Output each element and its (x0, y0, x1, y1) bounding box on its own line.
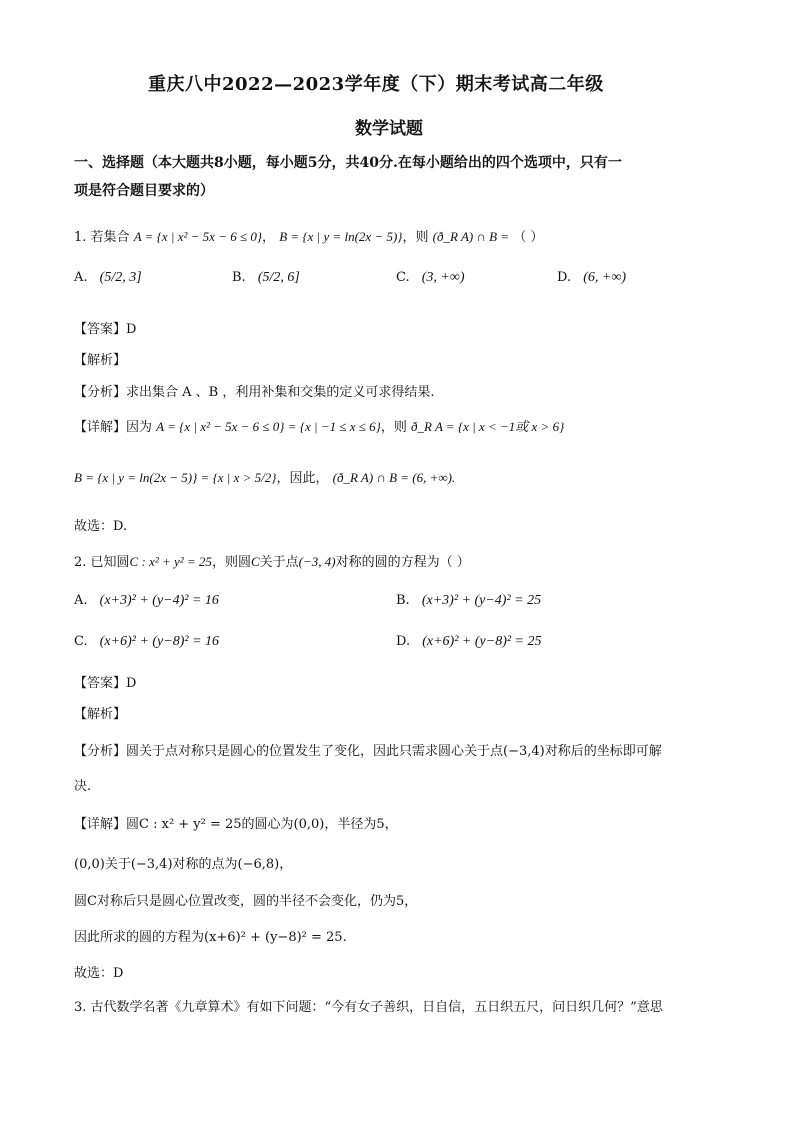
detail-tag: 【详解】 (74, 420, 127, 435)
option-value: (x+6)² + (y−8)² = 16 (99, 634, 220, 649)
detail-text: 圆C : x² + y² = 25的圆心为(0,0)，半径为5， (126, 817, 398, 832)
fenxi-tag: 【分析】 (74, 385, 127, 400)
q3-stem: 3. 古代数学名著《九章算术》有如下问题：“今有女子善织，日自信，五日织五尺，问日织几何？”意思 (74, 1000, 663, 1015)
fenxi-text: 求出集合 A 、B ，利用补集和交集的定义可求得结果. (126, 385, 435, 400)
answer-value: D (126, 676, 137, 691)
q2-stem-d: 关于点 (259, 555, 299, 570)
option-value: (3, +∞) (421, 270, 465, 285)
option-label: C. (74, 634, 88, 649)
option-value: (x+3)² + (y−4)² = 16 (99, 593, 219, 608)
q2-fenxi-line1 (74, 740, 662, 759)
option-value: (5/2, 6] (257, 270, 300, 285)
q1-detail-line2 (74, 467, 455, 486)
q2-circle-eq: C : x² + y² = 25 (129, 554, 212, 569)
q2-detail-line1 (74, 813, 398, 832)
section-heading-line2: 项是符合题目要求的） (74, 183, 214, 199)
detail-text: ，则 (380, 420, 407, 435)
q2-detail-line3: 圆C对称后只是圆心位置改变，圆的半径不会变化，仍为5， (74, 894, 418, 909)
page-subtitle: 数学试题 (355, 119, 423, 139)
q1-answer (74, 318, 136, 337)
q1-option-c (396, 270, 465, 286)
q2-option-b (396, 593, 541, 609)
page-title: 重庆八中2022—2023学年度（下）期末考试高二年级 (148, 74, 604, 95)
q1-set-a: A = {x | x² − 5x − 6 ≤ 0} (133, 229, 263, 244)
q1-conclusion: 故选：D. (74, 519, 128, 534)
q1-blank: （ ） (513, 230, 544, 245)
q2-detail-line4: 因此所求的圆的方程为(x+6)² + (y−8)² = 25. (74, 930, 347, 945)
q1-detail-line1 (74, 416, 564, 435)
q2-option-c (74, 634, 219, 650)
q1-stem (74, 226, 543, 245)
option-value: (6, +∞) (583, 270, 626, 285)
q2-detail-line2: (0,0)关于(−3,4)对称的点为(−6,8)， (74, 857, 293, 872)
q1-stem-prefix: 1. 若集合 (74, 230, 130, 245)
option-label: B. (396, 593, 410, 608)
answer-tag: 【答案】 (74, 676, 127, 691)
q1-option-b (232, 270, 300, 286)
q2-stem (74, 551, 470, 570)
detail-math: A = {x | x² − 5x − 6 ≤ 0} = {x | −1 ≤ x ≤ 6} (156, 419, 381, 434)
detail-math: B = {x | y = ln(2x − 5)} = {x | x > 5/2} (74, 470, 277, 485)
q2-answer (74, 672, 136, 691)
detail-math: (ð_R A) ∩ B = (6, +∞). (332, 470, 456, 485)
q2-point: (−3, 4) (298, 554, 336, 569)
q1-comma: ， (262, 230, 276, 245)
option-value: (x+6)² + (y−8)² = 25 (422, 634, 542, 649)
q1-then: ，则 (402, 230, 429, 245)
q1-option-a (74, 270, 142, 286)
q2-stem-b: ，则圆 (211, 555, 251, 570)
option-label: A. (74, 593, 88, 608)
q1-analysis-tag: 【解析】 (74, 353, 127, 368)
q2-stem-e: 对称的圆的方程为（ ） (335, 555, 470, 570)
option-label: A. (74, 270, 88, 285)
option-label: B. (232, 270, 246, 285)
fenxi-tag: 【分析】 (74, 744, 127, 759)
q1-expression: (ð_R A) ∩ B = (432, 229, 510, 244)
q2-fenxi-line2: 决. (74, 779, 92, 794)
q2-analysis-tag: 【解析】 (74, 707, 127, 722)
option-label: C. (396, 270, 410, 285)
detail-tag: 【详解】 (74, 817, 127, 832)
q2-stem-a: 2. 已知圆 (74, 555, 130, 570)
detail-text: 因为 (126, 420, 153, 435)
section-heading-line1: 一、选择题（本大题共8小题，每小题5分，共40分.在每小题给出的四个选项中，只有一 (74, 155, 622, 171)
q2-option-a (74, 593, 219, 609)
q1-option-d (557, 270, 626, 286)
q1-set-b: B = {x | y = ln(2x − 5)} (279, 229, 403, 244)
option-value: (5/2, 3] (99, 270, 142, 285)
answer-tag: 【答案】 (74, 322, 127, 337)
q2-conclusion: 故选：D (74, 966, 124, 981)
q2-stem-c: C (250, 554, 260, 569)
option-value: (x+3)² + (y−4)² = 25 (421, 593, 542, 608)
q2-option-d (396, 634, 542, 650)
fenxi-text: 圆关于点对称只是圆心的位置发生了变化，因此只需求圆心关于点(−3,4)对称后的坐标即可解 (126, 744, 662, 759)
q1-fenxi (74, 381, 435, 400)
option-label: D. (557, 270, 572, 285)
option-label: D. (396, 634, 411, 649)
answer-value: D (126, 322, 137, 337)
detail-math: ð_R A = {x | x < −1或 x > 6} (411, 419, 565, 434)
detail-text: ，因此， (276, 471, 329, 486)
